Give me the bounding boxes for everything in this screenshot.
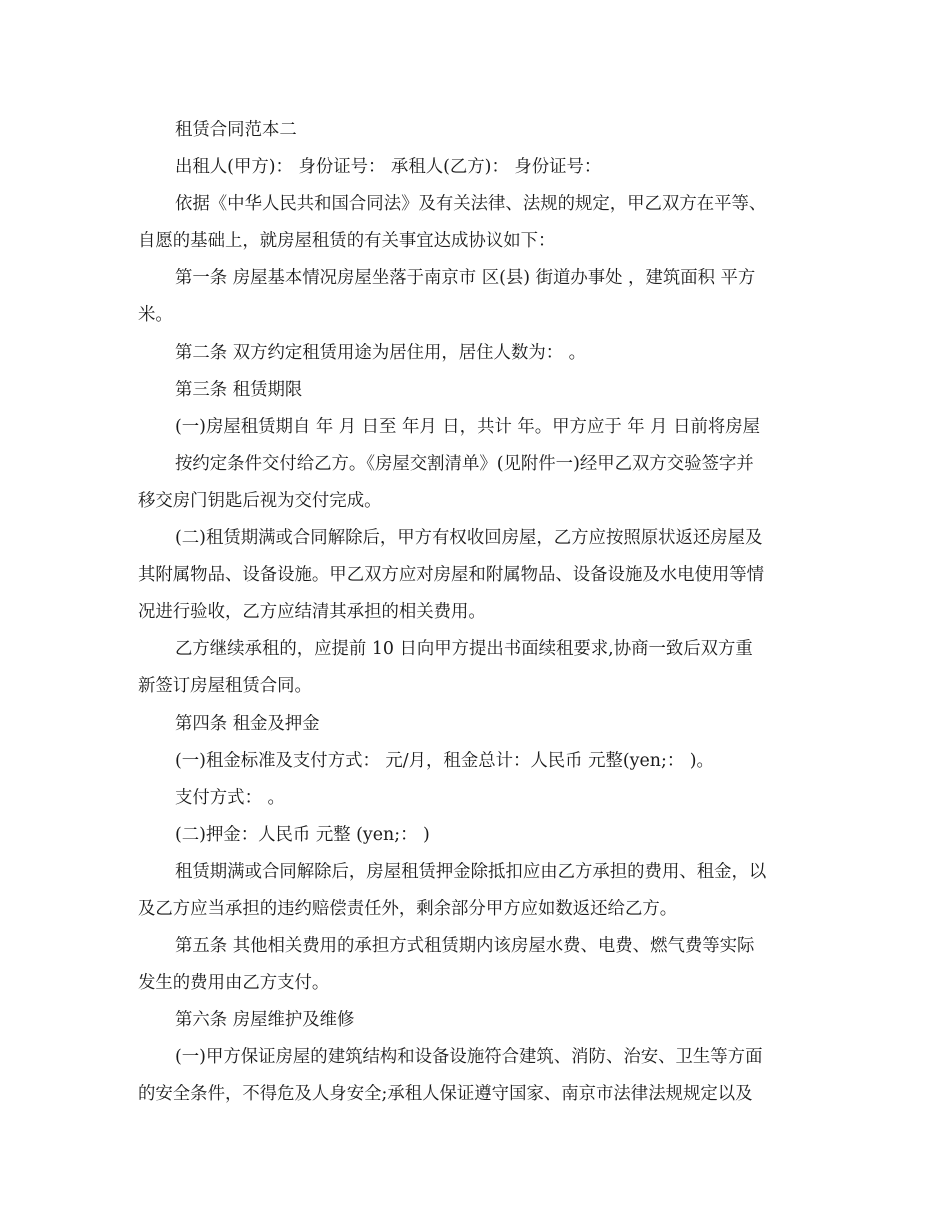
document-title: 租赁合同范本二 xyxy=(175,120,297,140)
article-5-heading: 第五条 其他相关费用的承担方式租赁期内该房屋水费、电费、燃气费等实际 xyxy=(175,936,755,957)
paragraph-line: 支付方式： 。 xyxy=(175,787,285,808)
article-4-heading: 第四条 租金及押金 xyxy=(175,713,320,734)
paragraph-line: 按约定条件交付给乙方。《房屋交割清单》(见附件一)经甲乙双方交验签字并 xyxy=(175,453,754,474)
paragraph-line: (二)押金：人民币 元整 (yen;： ) xyxy=(175,824,430,845)
paragraph-line: 况进行验收，乙方应结清其承担的相关费用。 xyxy=(138,602,486,623)
article-1-heading: 第一条 房屋基本情况房屋坐落于南京市 区(县) 街道办事处 ，建筑面积 平方 xyxy=(175,268,756,289)
paragraph-line: 发生的费用由乙方支付。 xyxy=(138,973,330,994)
paragraph-line: 新签订房屋租赁合同。 xyxy=(138,676,312,697)
paragraph-line: 移交房门钥匙后视为交付完成。 xyxy=(138,490,382,511)
paragraph-line: 其附属物品、设备设施。甲乙双方应对房屋和附属物品、设备设施及水电使用等情 xyxy=(138,565,765,586)
paragraph-line: 租赁期满或合同解除后，房屋租赁押金除抵扣应由乙方承担的费用、租金，以 xyxy=(175,861,767,882)
paragraph-line: 依据《中华人民共和国合同法》及有关法律、法规的规定，甲乙双方在平等、 xyxy=(175,194,767,215)
paragraph-line: 及乙方应当承担的违约赔偿责任外，剩余部分甲方应如数返还给乙方。 xyxy=(138,898,678,919)
paragraph-line: (一)房屋租赁期自 年 月 日至 年月 日，共计 年。甲方应于 年 月 日前将房屋 xyxy=(175,416,761,437)
article-2-heading: 第二条 双方约定租赁用途为居住用，居住人数为： 。 xyxy=(175,342,587,363)
paragraph-line: 乙方继续承租的，应提前 10 日向甲方提出书面续租要求,协商一致后双方重 xyxy=(175,639,753,660)
paragraph-line: (一)租金标准及支付方式： 元/月，租金总计：人民币 元整(yen;： )。 xyxy=(175,750,714,771)
paragraph-line: 的安全条件，不得危及人身安全;承租人保证遵守国家、南京市法律法规规定以及 xyxy=(138,1084,753,1105)
parties-line: 出租人(甲方)： 身份证号： 承租人(乙方)： 身份证号： xyxy=(175,157,602,178)
document-body xyxy=(138,112,814,1114)
paragraph-line: 自愿的基础上，就房屋租赁的有关事宜达成协议如下： xyxy=(138,231,556,252)
paragraph-line: (二)租赁期满或合同解除后，甲方有权收回房屋，乙方应按照原状返还房屋及 xyxy=(175,528,763,549)
article-3-heading: 第三条 租赁期限 xyxy=(175,379,303,400)
paragraph-line: 米。 xyxy=(138,305,173,326)
article-6-heading: 第六条 房屋维护及维修 xyxy=(175,1010,355,1031)
paragraph-line: (一)甲方保证房屋的建筑结构和设备设施符合建筑、消防、治安、卫生等方面 xyxy=(175,1047,763,1068)
